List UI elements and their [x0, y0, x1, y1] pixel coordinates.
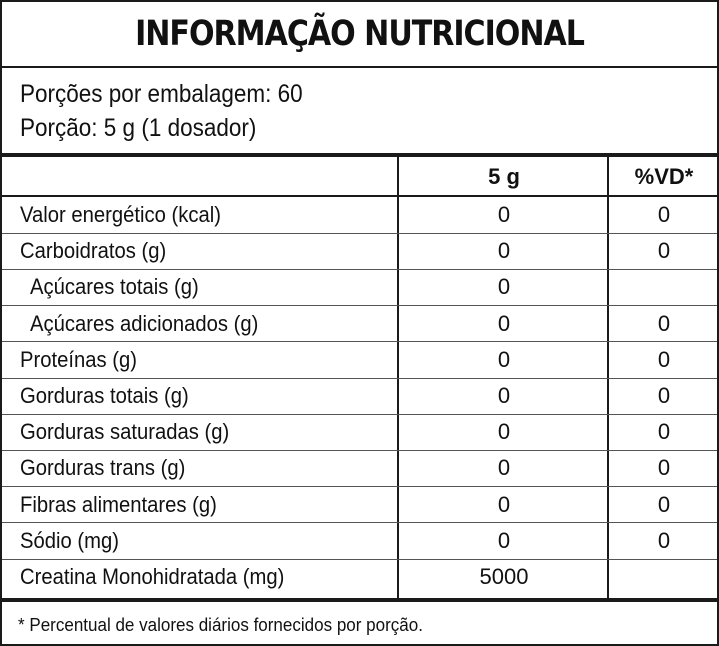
servings-per-package: Porções por embalagem: 60: [20, 80, 303, 108]
nutrient-name: Valor energético (kcal): [20, 202, 221, 227]
nutrient-vd: 0: [657, 202, 671, 227]
nutrient-name: Carboidratos (g): [20, 238, 167, 264]
nutrient-name: Sódio (mg): [20, 527, 119, 553]
header-vd: %VD*: [634, 164, 694, 189]
nutrient-name: Creatina Monohidratada (mg): [20, 564, 285, 589]
nutrient-vd: 0: [657, 455, 671, 481]
nutrient-value: 0: [497, 202, 511, 227]
nutrient-vd: 0: [657, 310, 671, 336]
label-title: INFORMAÇÃO NUTRICIONAL: [135, 14, 584, 54]
serving-divider: [2, 153, 717, 157]
nutrient-value: 0: [497, 310, 511, 336]
nutrient-name: Gorduras trans (g): [20, 455, 186, 481]
nutrient-name: Açúcares totais (g): [30, 274, 199, 300]
footer-divider: [2, 598, 717, 602]
nutrient-name: Proteínas (g): [20, 346, 137, 372]
nutrient-vd: 0: [657, 346, 671, 372]
nutrient-vd: 0: [657, 491, 671, 517]
nutrient-value: 0: [497, 383, 511, 408]
nutrient-value: 5000: [479, 564, 529, 589]
nutrient-value: 0: [497, 346, 511, 372]
nutrient-value: 0: [497, 455, 511, 481]
title-divider: [2, 66, 717, 68]
nutrient-vd: 0: [657, 383, 671, 408]
nutrient-value: 0: [497, 419, 511, 445]
nutrient-value: 0: [497, 491, 511, 517]
nutrient-name: Gorduras totais (g): [20, 383, 189, 408]
nutrient-name: Gorduras saturadas (g): [20, 419, 230, 445]
nutrient-value: 0: [497, 238, 511, 264]
nutrient-name: Açúcares adicionados (g): [30, 310, 259, 336]
nutrient-value: 0: [497, 274, 511, 300]
nutrient-vd: 0: [657, 527, 671, 553]
nutrient-vd: 0: [657, 419, 671, 445]
footnote: * Percentual de valores diários fornecidos por porção.: [18, 614, 423, 635]
nutrient-vd: 0: [657, 238, 671, 264]
serving-size: Porção: 5 g (1 dosador): [20, 114, 257, 142]
nutrient-value: 0: [497, 527, 511, 553]
nutrient-name: Fibras alimentares (g): [20, 491, 217, 517]
header-portion: 5 g: [488, 164, 520, 189]
